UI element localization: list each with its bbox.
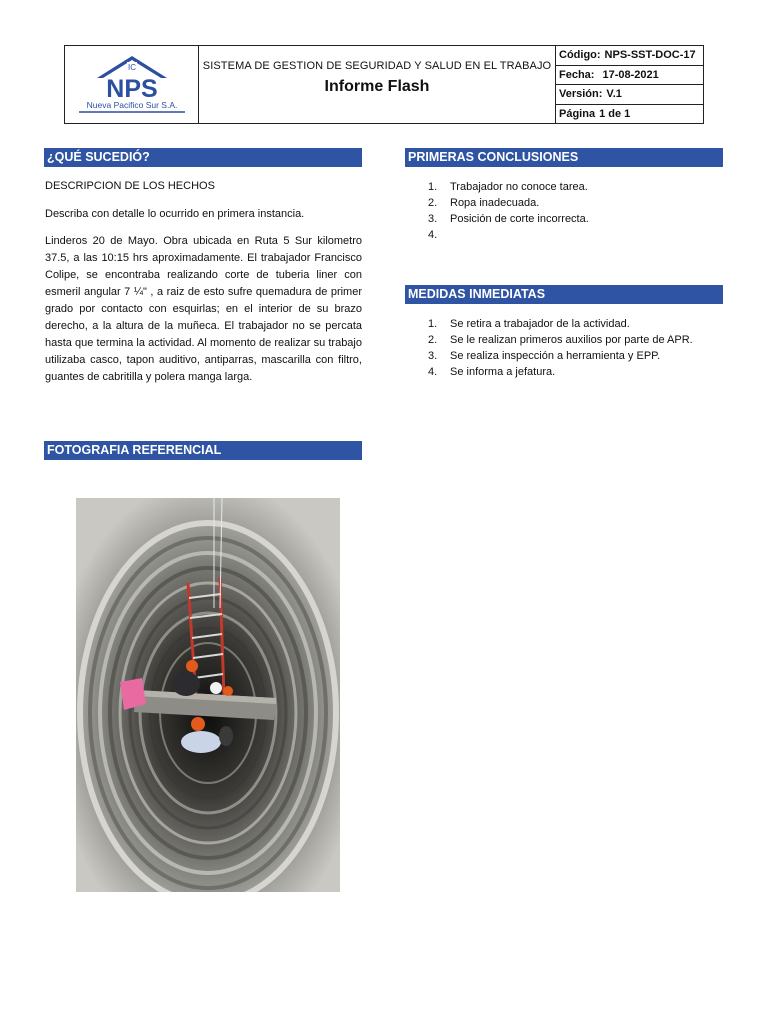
list-item <box>406 211 589 227</box>
document-header <box>64 45 704 124</box>
conclusiones-heading: PRIMERAS CONCLUSIONES <box>405 148 723 167</box>
item-number: 4. <box>428 366 438 378</box>
meta-version-value: V.1 <box>606 88 622 101</box>
item-text: Se informa a jefatura. <box>450 366 556 378</box>
item-text: Se retira a trabajador de la actividad. <box>450 318 630 330</box>
meta-page-value: 1 de 1 <box>599 107 631 120</box>
que-sucedio-heading: ¿QUÉ SUCEDIÓ? <box>44 148 362 167</box>
meta-page <box>556 105 703 124</box>
descripcion-instruction: Describa con detalle lo ocurrido en primera instancia. <box>45 208 305 220</box>
fotografia-heading: FOTOGRAFIA REFERENCIAL <box>44 441 362 460</box>
reference-photo <box>76 498 340 892</box>
descripcion-subheading: DESCRIPCION DE LOS HECHOS <box>45 180 215 192</box>
meta-cell <box>556 46 703 123</box>
meta-code-value: NPS-SST-DOC-17 <box>604 49 696 62</box>
list-item <box>406 364 693 380</box>
company-logo <box>73 52 191 118</box>
logo-letters: NPS <box>106 75 158 103</box>
conclusiones-list <box>406 179 589 243</box>
list-item <box>406 348 693 364</box>
list-item <box>406 227 589 243</box>
list-item <box>406 316 693 332</box>
item-text: Trabajador no conoce tarea. <box>450 181 588 193</box>
item-number: 3. <box>428 350 438 362</box>
medidas-heading: MEDIDAS INMEDIATAS <box>405 285 723 304</box>
meta-version <box>556 85 703 105</box>
item-text: Se realiza inspección a herramienta y EPP. <box>450 350 661 362</box>
meta-date <box>556 66 703 86</box>
list-item <box>406 332 693 348</box>
logo-cell <box>65 46 199 123</box>
item-text: Ropa inadecuada. <box>450 197 540 209</box>
item-number: 3. <box>428 213 438 225</box>
item-text: Posición de corte incorrecta. <box>450 213 589 225</box>
meta-date-label: Fecha: <box>559 68 595 81</box>
logo-caption: Nueva Pacifico Sur S.A. <box>86 100 178 110</box>
meta-code <box>556 46 703 66</box>
system-title: SISTEMA DE GESTION DE SEGURIDAD Y SALUD EN EL TRABAJO <box>202 60 552 72</box>
meta-code-label: Código: <box>559 49 601 62</box>
meta-page-label: Página <box>559 107 596 120</box>
title-cell <box>199 46 556 123</box>
medidas-list <box>406 316 693 380</box>
item-number: 2. <box>428 197 438 209</box>
descripcion-body: Linderos 20 de Mayo. Obra ubicada en Ruta 5 Sur kilometro 37.5, a las 10:15 hrs aproximadamente. El trabajador Francisco Colipe, se encontraba realizando corte de tuberia liner con esmeril angular 7 ¼" , a raiz de esto sufre quemadura de primer grado por contacto con esquirlas; en el interior de su brazo derecho, a la altura de la muñeca. El trabajador no se percata hasta que termina la actividad. Al momento de realizar su trabajo utilizaba casco, tapon auditivo, antiparras, mascarilla con filtro, guantes de cabritilla y polera manga larga. <box>45 235 362 383</box>
item-number: 2. <box>428 334 438 346</box>
item-number: 4. <box>428 229 438 241</box>
meta-date-value: 17-08-2021 <box>602 68 659 81</box>
item-number: 1. <box>428 318 438 330</box>
meta-version-label: Versión: <box>559 88 603 101</box>
item-text: Se le realizan primeros auxilios por parte de APR. <box>450 334 693 346</box>
list-item <box>406 179 589 195</box>
report-title: Informe Flash <box>324 78 430 95</box>
item-number: 1. <box>428 181 438 193</box>
logo-mark: IC <box>128 63 136 72</box>
list-item <box>406 195 589 211</box>
